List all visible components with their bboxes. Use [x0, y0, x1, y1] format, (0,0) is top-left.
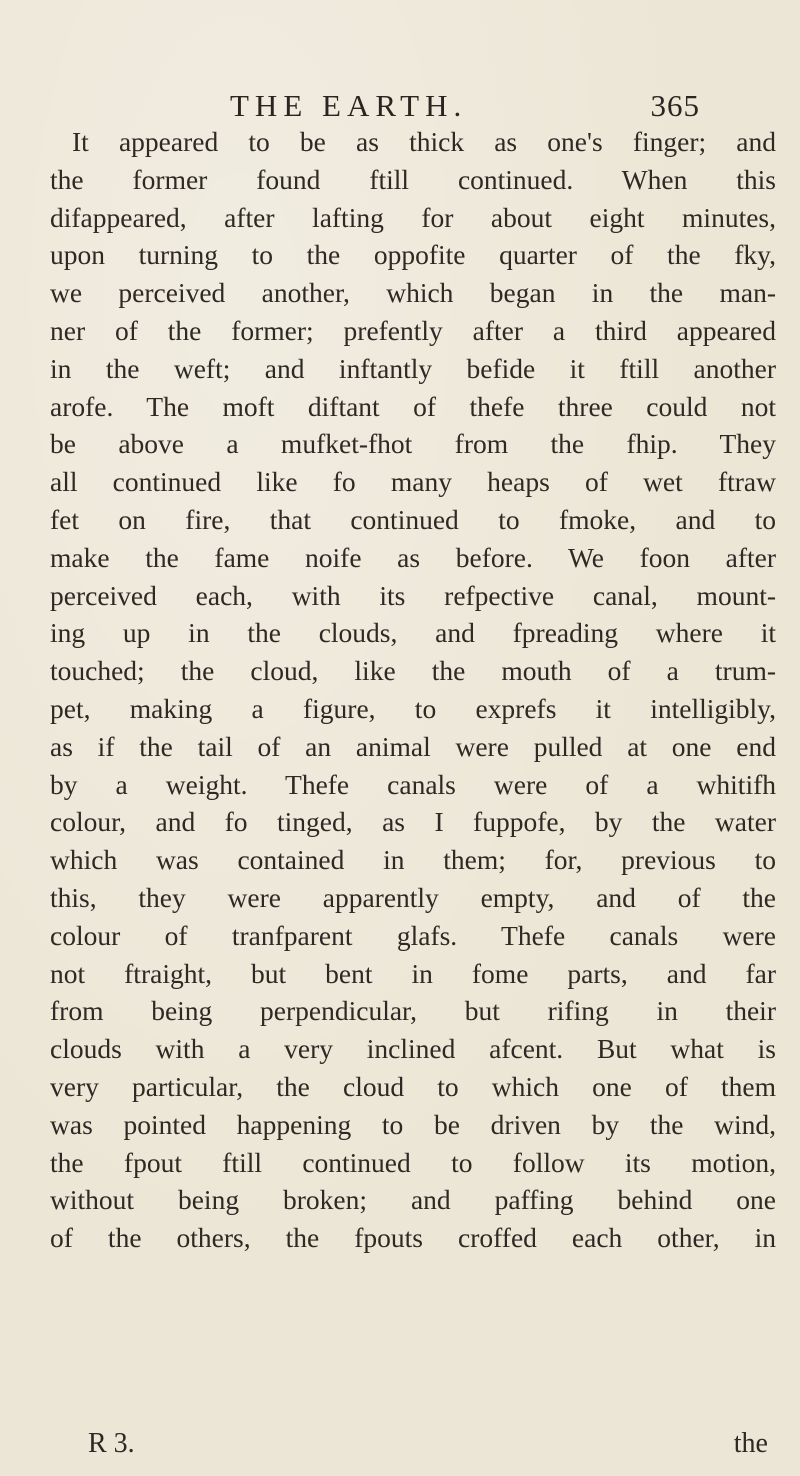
text-line: touched; the cloud, like the mouth of a trum- [50, 655, 776, 687]
body-text [50, 123, 776, 1257]
text-line: upon turning to the oppofite quarter of the fky, [50, 239, 776, 271]
text-line: as if the tail of an animal were pulled at one end [50, 730, 776, 762]
text-line: very particular, the cloud to which one of them [50, 1070, 776, 1102]
text-line: pet, making a figure, to exprefs it intelligibly, [50, 692, 776, 724]
text-line: without being broken; and paffing behind one [50, 1184, 776, 1216]
text-line: this, they were apparently empty, and of the [50, 881, 776, 913]
text-line: difappeared, after lafting for about eight minutes, [50, 201, 776, 233]
text-line: arofe. The moft diftant of thefe three could not [50, 390, 776, 422]
text-line: colour of tranfparent glafs. Thefe canals were [50, 919, 776, 951]
text-line: all continued like fo many heaps of wet ftraw [50, 466, 776, 498]
text-line: not ftraight, but bent in fome parts, and far [50, 957, 776, 989]
text-line: make the fame noife as before. We foon after [50, 541, 776, 573]
text-line: clouds with a very inclined afcent. But what is [50, 1033, 776, 1065]
running-title: THE EARTH. [230, 88, 468, 123]
text-line: in the weft; and inftantly befide it ftill another [50, 352, 776, 384]
text-line: ner of the former; prefently after a third appeared [50, 314, 776, 346]
running-head [230, 88, 700, 128]
page-footer [88, 1428, 768, 1468]
text-line: of the others, the fpouts croffed each other, in [50, 1222, 776, 1254]
text-line: ing up in the clouds, and fpreading where it [50, 617, 776, 649]
text-line: colour, and fo tinged, as I fuppofe, by the water [50, 806, 776, 838]
text-line: the former found ftill continued. When this [50, 163, 776, 195]
text-line: perceived each, with its refpective canal, mount- [50, 579, 776, 611]
text-line: It appeared to be as thick as one's finger; and [72, 126, 776, 157]
text-line: which was contained in them; for, previous to [50, 844, 776, 876]
text-line: be above a mufket-fhot from the fhip. They [50, 428, 776, 460]
text-line: from being perpendicular, but rifing in their [50, 995, 776, 1027]
signature-mark: R 3. [88, 1428, 135, 1459]
text-line: we perceived another, which began in the man- [50, 277, 776, 309]
page-number: 365 [650, 88, 700, 123]
text-line: was pointed happening to be driven by the wind, [50, 1108, 776, 1140]
text-line: fet on fire, that continued to fmoke, and to [50, 503, 776, 535]
text-line: by a weight. Thefe canals were of a whitifh [50, 768, 776, 800]
catchword: the [733, 1428, 768, 1459]
text-line: the fpout ftill continued to follow its motion, [50, 1146, 776, 1178]
